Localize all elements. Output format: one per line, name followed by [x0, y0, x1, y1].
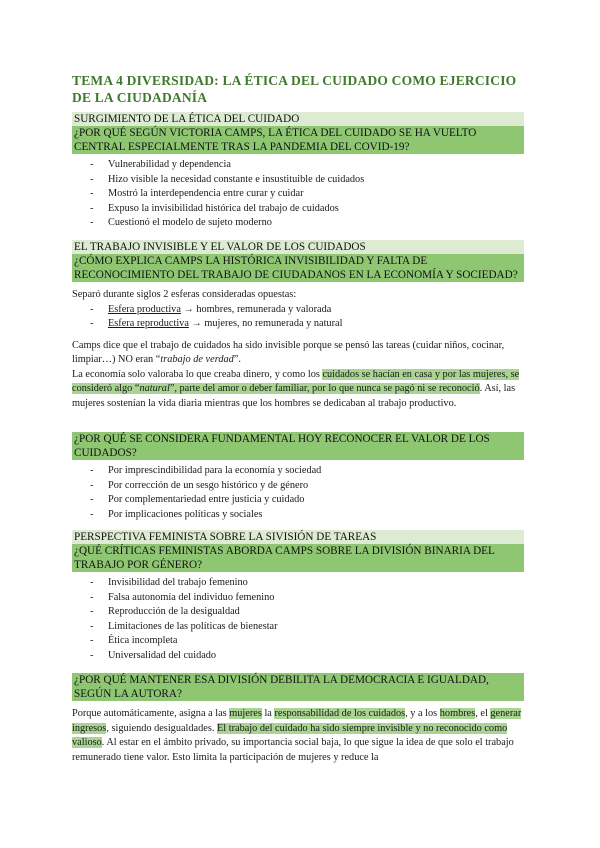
section-subtitle: SURGIMIENTO DE LA ÉTICA DEL CUIDADO: [72, 112, 524, 126]
section-perspectiva-feminista: [72, 530, 524, 663]
list-item: - Por corrección de un sesgo histórico y de género: [72, 479, 524, 494]
sphere-term: Esfera reproductiva: [108, 318, 189, 329]
text-run: , el: [475, 708, 491, 719]
list-item: - Reproducción de la desigualdad: [72, 605, 524, 620]
text-run: La economía solo valoraba lo que creaba dinero, y como los: [72, 368, 323, 380]
document-title: TEMA 4 DIVERSIDAD: LA ÉTICA DEL CUIDADO COMO EJERCICIO DE LA CIUDADANÍA: [72, 73, 517, 105]
list-item: - Vulnerabilidad y dependencia: [72, 158, 524, 173]
list-item: - Por complementariedad entre justicia y cuidado: [72, 493, 524, 508]
text-run: , y a los: [405, 708, 440, 719]
bullet-list: [72, 464, 524, 522]
list-item: - Invisibilidad del trabajo femenino: [72, 576, 524, 591]
list-item: - Limitaciones de las políticas de bienestar: [72, 620, 524, 635]
section-question: ¿CÓMO EXPLICA CAMPS LA HISTÓRICA INVISIBILIDAD Y FALTA DE RECONOCIMIENTO DEL TRABAJO DE CIUDADANOS EN LA ECONOMÍA Y SOCIEDAD?: [72, 254, 524, 282]
paragraph-division: [72, 707, 524, 765]
section-question: ¿POR QUÉ SE CONSIDERA FUNDAMENTAL HOY RECONOCER EL VALOR DE LOS CUIDADOS?: [72, 432, 524, 460]
highlight-run: responsabilidad de los cuidados: [274, 708, 406, 719]
section-question: ¿POR QUÉ SEGÚN VICTORIA CAMPS, LA ÉTICA DEL CUIDADO SE HA VUELTO CENTRAL ESPECIALMENTE TRAS LA PANDEMIA DEL COVID-19?: [72, 126, 524, 154]
list-item: [72, 317, 524, 332]
text-run: . Así, las mujeres sostenían la vida diaria mientras que los hombres se dedicaban al trabajo productivo.: [72, 383, 516, 409]
list-item: - Por imprescindibilidad para la economía y sociedad: [72, 464, 524, 479]
text-run: la: [261, 708, 275, 719]
list-item: - Cuestionó el modelo de sujeto moderno: [72, 216, 524, 231]
paragraph-camps: [72, 339, 524, 368]
spheres-list: [72, 303, 524, 332]
list-item: - Universalidad del cuidado: [72, 649, 524, 664]
bullet-list: [72, 158, 524, 231]
bullet-list: [72, 576, 524, 663]
text-run: ”.: [233, 354, 241, 365]
list-item: - Falsa autonomía del individuo femenino: [72, 591, 524, 606]
section-democracia-igualdad: [72, 673, 524, 765]
section-subtitle: EL TRABAJO INVISIBLE Y EL VALOR DE LOS CUIDADOS: [72, 240, 524, 254]
paragraph-economia: [72, 368, 524, 412]
text-run: Porque automáticamente, asigna a las: [72, 708, 230, 719]
highlight-emphasis: natural: [139, 383, 170, 394]
section-question: ¿POR QUÉ MANTENER ESA DIVISIÓN DEBILITA LA DEMOCRACIA E IGUALDAD, SEGÚN LA AUTORA?: [72, 673, 524, 701]
list-item: - Por implicaciones políticas y sociales: [72, 508, 524, 523]
section-trabajo-invisible: [72, 240, 524, 411]
highlight-run: mujeres: [229, 708, 262, 719]
highlight-run: El trabajo del cuidado ha sido siempre invisible y no reconocido como valioso: [72, 722, 508, 748]
list-item: - Hizo visible la necesidad constante e insustituible de cuidados: [72, 173, 524, 188]
highlight-run: hombres: [439, 708, 476, 719]
text-run: . Al estar en el ámbito privado, su importancia social baja, lo que sigue la idea de que solo el trabajo remunerado tiene valor. Esto limita la participación de mujeres y reduce la: [72, 737, 514, 763]
list-item: [72, 303, 524, 318]
sphere-desc: → hombres, remunerada y valorada: [180, 303, 332, 315]
section-subtitle: PERSPECTIVA FEMINISTA SOBRE LA SIVISIÓN DE TAREAS: [72, 530, 524, 544]
list-item: - Expuso la invisibilidad histórica del trabajo de cuidados: [72, 202, 524, 217]
highlight-run: generar ingresos: [72, 708, 522, 734]
sphere-desc: → mujeres, no remunerada y natural: [188, 318, 343, 329]
paragraph-intro: Separó durante siglos 2 esferas consideradas opuestas:: [72, 289, 297, 300]
highlight-run: ”, parte del amor o deber familiar, por lo que nunca se pagó ni se reconoció: [169, 383, 480, 394]
section-surgimiento: [72, 112, 524, 231]
text-emphasis: trabajo de verdad: [160, 354, 234, 365]
highlight-run: cuidados se hacían en casa y por las mujeres, se consideró algo “: [72, 368, 520, 394]
text-run: Camps dice que el trabajo de cuidados ha sido invisible porque se pensó las tareas (cuidar niños, cocinar, limpiar…) NO eran “: [72, 339, 505, 365]
section-reconocer-valor: [72, 432, 524, 522]
list-item: - Mostró la interdependencia entre curar y cuidar: [72, 187, 524, 202]
list-item: - Ética incompleta: [72, 634, 524, 649]
sphere-term: Esfera productiva: [108, 303, 181, 315]
text-run: , siguiendo desigualdades.: [106, 722, 217, 734]
section-question: ¿QUÉ CRÍTICAS FEMINISTAS ABORDA CAMPS SOBRE LA DIVISIÓN BINARIA DEL TRABAJO POR GÉNERO?: [72, 544, 524, 572]
